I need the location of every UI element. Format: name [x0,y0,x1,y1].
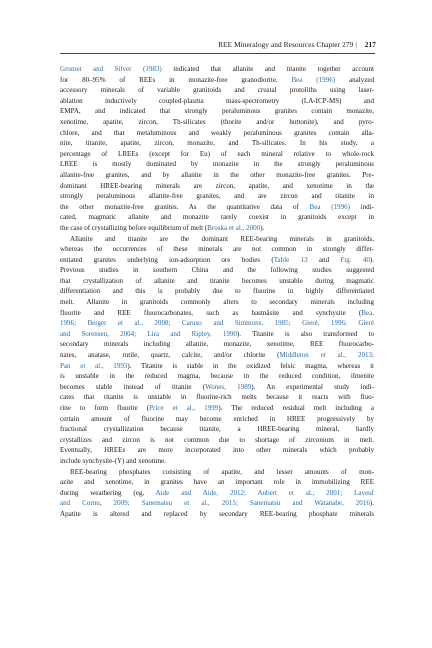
text-line: the other monazite-free granites. As the quantitative data of Bea (1996) indi- [60,202,374,211]
text-line: accessory minerals of variable granitoids and crustal protoliths using laser- [60,86,374,95]
text-line: ablation inductively coupled-plasma mass-spectrometry (LA-ICP-MS) and [60,96,374,105]
running-head-title: REE Mineralogy and Resources [218,40,315,49]
text-line: allanite-free granites, and by allanite in the other monazite-free granites. Pre- [60,170,374,179]
text-line: include synchysite-(Y) and xenotime. [60,456,167,465]
citation-link[interactable]: Aide and Aide, 2012; Aubert et al., 2001; Laveuf [155,488,374,497]
citation-link[interactable]: and Cornu, 2009; Sanematsu et al., 2015; Sanematsu and Watanabe, 2016 [60,499,370,508]
text-line: azite and xenotime, in granites have an important role in immobilizing REE [60,478,374,487]
text-line: that crystallization of allanite and titanite becomes unstable during magmatic [60,276,374,285]
running-head-separator: | [355,40,357,49]
text-line: becomes stable instead of titanite (Wones, 1989). An experimental study indi- [60,382,374,391]
citation-link[interactable]: Price et al., 1999 [149,404,219,412]
text-line: certain amount of fluorine may become enriched in HREE progressively by [60,414,374,423]
running-head-chapter-number: 279 [342,40,354,49]
text-line: cated, magmatic allanite and monazite rarely coexist in granitoids except in [60,213,374,222]
text-line: fractional crystallization because titanite, a HREE-bearing mineral, hardly [60,425,374,434]
text-line: the case of crystallizing before equilibrium of melt (Broska et al., 2000). [60,223,265,232]
citation-link[interactable]: Wones, 1989 [205,382,252,391]
text-line: LREE is mostly dominated by monazite in the strongly peraluminous [60,160,374,169]
citation-link[interactable]: Bea (1996) [291,75,336,84]
text-line: dominant HREE-bearing minerals are zircon, apatite, and xenotime in the [60,181,374,190]
text-line: during weathering (eg, Aide and Aide, 2012; Aubert et al., 2001; Laveuf [60,488,374,497]
text-line: secondary minerals including allanite, monazite, xenotime, REE fluorocarbo- [60,340,374,349]
text-line: melt. Allanite in granitoids commonly alters to secondary minerals including [60,298,374,307]
text-line: entiated granites underlying ion-adsorption ore bodies (Table 13 and Fig. 40). [60,255,374,264]
text-line: chlore, and that metaluminous and weakly peraluminous granites contain alla- [60,128,374,137]
text-line: for 80–95% of REEs in monazite-free granodiorite. Bea (1996) analyzed [60,75,374,84]
table-reference-link[interactable]: Table 13 [273,255,308,264]
running-head [218,40,376,49]
citation-link[interactable]: and Sorensen, 2004; Lira and Ripley, 1990 [60,329,237,338]
text-line: nite, titanite, apatite, zircon, monazite, and Th-silicates. In his study, a [60,139,374,148]
text-line: is unstable in the reduced magma, because in the reduced condition, ilmenite [60,372,374,381]
text-line: differentiation and this is probably due to fluorine in highly differentiated [60,287,374,296]
citation-link[interactable]: Middleton et al., 2013; [279,351,374,360]
text-line: EMPA, and indicated that strongly peraluminous granites contain monazite, [60,107,374,116]
text-line: percentage of LREEs (except for Eu) of each mineral relative to whole-rock [60,149,374,158]
text-line: Previous studies in southern China and the following studies suggested [60,266,374,275]
citation-link[interactable]: Gromet and Silver (1983) [60,65,162,73]
text-line: Allanite and titanite are the dominant REE-bearing minerals in granitoids, [70,234,374,243]
text-line: Eventually, HREEs are more incorporated into other minerals which probably [60,446,374,455]
text-line: and Cornu, 2009; Sanematsu et al., 2015; Sanematsu and Watanabe, 2016). [60,499,374,508]
text-line: rine to form fluorite (Price et al., 1999). The reduced residual melt including a [60,404,374,412]
text-line: cates that titanite is unstable in fluorine-rich melts because it reacts with fluo- [60,393,374,402]
page-number: 217 [364,40,376,49]
text-line: crystallizes and zircon is not common due to shortage of zirconium in melt. [60,435,374,444]
text-line [60,318,374,329]
text-line: Pan et al., 1993). Titanite is stable in the oxidized felsic magma, whereas it [60,361,374,370]
header-rule [60,53,375,54]
citation-link[interactable]: Bea (1996) [309,202,350,211]
running-head-chapter: Chapter [316,40,341,49]
body-text [60,64,374,520]
text-line: Apatite is altered and replaced by secondary REE-bearing phosphate minerals [60,509,374,518]
figure-reference-link[interactable]: Fig. 40 [340,255,370,264]
citation-link[interactable]: Broska et al., 2000 [207,223,261,232]
text-line: nates, anatase, rutile, quartz, calcite, and/or chlorite (Middleton et al., 2013; [60,351,374,360]
text-line: and Sorensen, 2004; Lira and Ripley, 1990). Titanite is also transformed to [60,329,374,338]
text-line: whereas the occurrences of these minerals are not common in strongly differ- [60,245,374,254]
citation-link[interactable]: Pan et al., 1993 [60,361,128,370]
text-line: Gromet and Silver (1983) indicated that allanite and titanite together account [60,65,374,73]
citation-link[interactable]: Bea, [361,308,374,317]
citation-link[interactable]: 1996; Berger et al., 2008; Caruso and Simmons, 1985; Gieré, 1996; Gieré [60,319,374,328]
text-line: REE-bearing phosphates consisting of apatite, and lesser amounts of mon- [70,467,374,476]
text-line: fluorite and REE fluorocarbonates, such as bastnäsite and synchysite (Bea, [60,308,374,317]
text-line: strongly peraluminous allanite-free granites, and are zircon and titanite in [60,192,374,201]
text-line: xenotime, apatite, zircon, Th-silicates (thorite and/or huttonite), and pyro- [60,117,374,126]
